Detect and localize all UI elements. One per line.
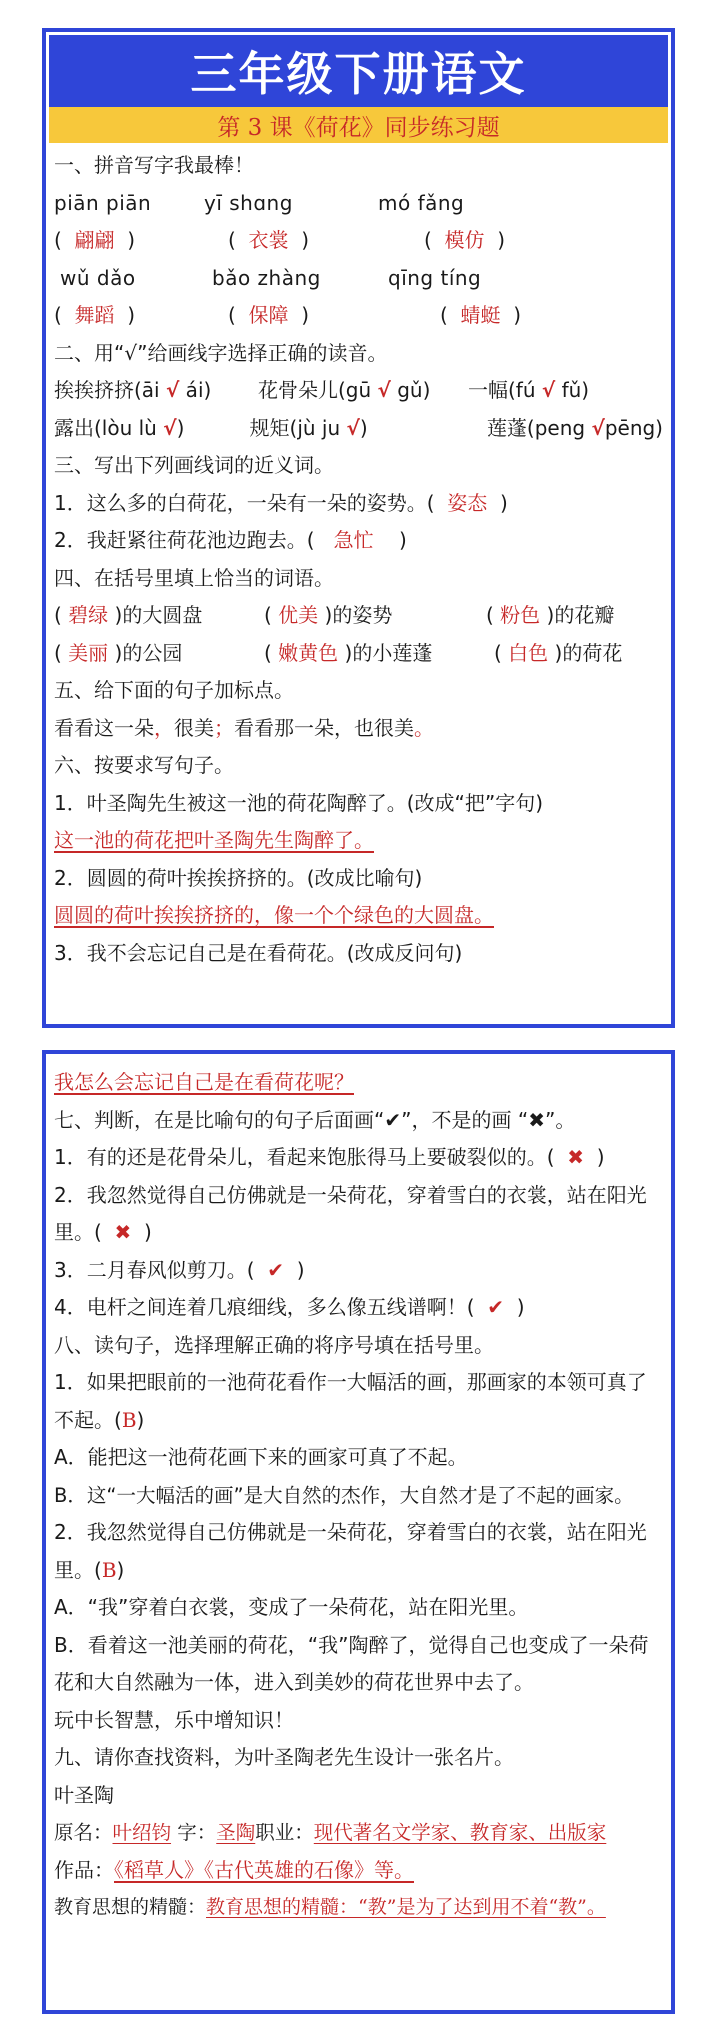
answer: 姿态	[447, 490, 488, 515]
choice-q2: 2．我忽然觉得自己仿佛就是一朵荷花，穿着雪白的衣裳，站在阳光里。(B)	[54, 1520, 647, 1582]
worksheet-card-1	[42, 28, 675, 1028]
pinyin: qīng tíng	[388, 265, 482, 290]
answer: 叶绍钧	[112, 1821, 172, 1844]
section-3-heading: 三、写出下列画线词的近义词。	[54, 453, 334, 477]
reading-row-1	[54, 372, 663, 410]
judge-q3: 3．二月春风似剪刀。( ✔ )	[54, 1257, 305, 1282]
punctuation-sentence: 看看这一朵，很美；看看那一朵，也很美。	[54, 715, 434, 740]
page-subtitle: 第 3 课《荷花》同步练习题	[49, 107, 668, 143]
reading-row-2	[54, 410, 663, 448]
answer: 碧绿	[68, 603, 109, 627]
answer-row-1	[54, 222, 663, 260]
page-title: 三年级下册语文	[49, 35, 668, 107]
answer: 保障	[248, 303, 289, 327]
check-mark: √	[346, 415, 360, 440]
sentence-a1: 这一池的荷花把叶圣陶先生陶醉了。	[54, 828, 374, 852]
fill-item: ( 嫩黄色 )的小莲蓬	[264, 640, 433, 665]
section-7-heading: 七、判断，在是比喻句的句子后面画“✔”，不是的画 “✖”。	[54, 1107, 576, 1132]
section-8-heading: 八、读句子，选择理解正确的将序号填在括号里。	[54, 1332, 494, 1357]
motto: 玩中长智慧，乐中增知识！	[54, 1707, 294, 1732]
answer: 衣裳	[248, 228, 289, 252]
choice-q1-option-b: B．这“一大幅活的画”是大自然的杰作，大自然才是了不起的画家。	[54, 1483, 634, 1507]
check-mark: √	[541, 378, 556, 402]
answer: 教育思想的精髓：“教”是为了达到用不着“教”。	[206, 1896, 606, 1918]
fill-item: ( 粉色 )的花瓣	[486, 603, 615, 627]
answer-cell: ( 保障 )	[228, 303, 310, 327]
answer-cell: ( 衣裳 )	[228, 228, 310, 252]
fill-item: ( 碧绿 )的大圆盘	[54, 603, 203, 627]
pinyin: mó fǎng	[378, 190, 465, 215]
check-icon: ✔	[487, 1295, 505, 1319]
punctuation-answer: ；	[214, 715, 234, 740]
sentence-q1: 1．叶圣陶先生被这一池的荷花陶醉了。(改成“把”字句)	[54, 790, 544, 815]
worksheet-card-2	[42, 1050, 675, 2014]
cross-icon: ✖	[567, 1145, 585, 1169]
check-mark: √	[165, 378, 180, 402]
card-info-line: 原名：叶绍钧 字：圣陶职业：现代著名文学家、教育家、出版家	[54, 1821, 607, 1844]
punctuation-answer: ，	[154, 715, 174, 740]
section-5-heading: 五、给下面的句子加标点。	[54, 678, 294, 702]
choice-q2-option-b: B．看着这一池美丽的荷花，“我”陶醉了，觉得自己也变成了一朵荷花和大自然融为一体，进入到美妙的荷花世界中去了。	[54, 1632, 649, 1694]
pinyin: yī shɑng	[204, 190, 293, 215]
section-4-heading: 四、在括号里填上恰当的词语。	[54, 565, 334, 590]
synonym-q1: 1．这么多的白荷花，一朵有一朵的姿势。( 姿态 )	[54, 490, 508, 515]
card-edu-line: 教育思想的精髓：教育思想的精髓：“教”是为了达到用不着“教”。	[54, 1896, 606, 1918]
choice-q1-option-a: A．能把这一池荷花画下来的画家可真了不起。	[54, 1445, 468, 1469]
answer-cell: ( 蜻蜓 )	[440, 303, 522, 327]
answer: B	[101, 1557, 117, 1582]
answer: 翩翩	[74, 228, 115, 252]
card-name: 叶圣陶	[54, 1782, 114, 1807]
reading-item: 花骨朵儿(gū √ gǔ)	[258, 378, 431, 402]
synonym-q2: 2．我赶紧往荷花池边跑去。( 急忙 )	[54, 528, 407, 552]
answer: 模仿	[444, 228, 485, 252]
answer: 舞蹈	[74, 303, 115, 327]
answer: 嫩黄色	[278, 640, 339, 665]
judge-q2: 2．我忽然觉得自己仿佛就是一朵荷花，穿着雪白的衣裳，站在阳光里。( ✖ )	[54, 1182, 647, 1244]
reading-item: 一幅(fú √ fǔ)	[468, 378, 590, 402]
reading-item: 露出(lòu lù √)	[54, 415, 185, 440]
pinyin: bǎo zhàng	[212, 265, 321, 290]
choice-q2-option-a: A．“我”穿着白衣裳，变成了一朵荷花，站在阳光里。	[54, 1595, 529, 1619]
answer: 《稻草人》《古代英雄的石像》等。	[114, 1857, 414, 1882]
check-icon: ✔	[267, 1257, 285, 1282]
pinyin-row-1	[54, 185, 663, 223]
section-6-heading: 六、按要求写句子。	[54, 753, 234, 777]
check-mark: √	[163, 415, 177, 440]
pinyin: piān piān	[54, 190, 152, 215]
section-2-heading: 二、用“√”给画线字选择正确的读音。	[54, 340, 388, 365]
check-mark: √	[377, 378, 391, 402]
cross-icon: ✖	[528, 1107, 545, 1132]
sentence-a2: 圆圆的荷叶挨挨挤挤的，像一个个绿色的大圆盘。	[54, 903, 494, 927]
answer: B	[121, 1407, 137, 1432]
sentence-q3: 3．我不会忘记自己是在看荷花。(改成反问句)	[54, 940, 463, 965]
card-works-line: 作品：《稻草人》《古代英雄的石像》等。	[54, 1857, 414, 1882]
answer: 圣陶	[216, 1821, 256, 1844]
answer-cell: ( 模仿 )	[424, 228, 506, 252]
fill-row-2	[54, 635, 663, 673]
answer: 白色	[508, 640, 549, 665]
answer: 急忙	[333, 528, 374, 552]
fill-row-1	[54, 597, 663, 635]
fill-item: ( 美丽 )的公园	[54, 640, 183, 665]
fill-item: ( 优美 )的姿势	[264, 603, 393, 627]
answer-cell: ( 舞蹈 )	[54, 303, 136, 327]
reading-item: 挨挨挤挤(āi √ ái)	[54, 378, 212, 402]
answer: 粉色	[500, 603, 541, 627]
check-icon: ✔	[384, 1107, 402, 1132]
answer: 优美	[278, 603, 319, 627]
sentence-q2: 2．圆圆的荷叶挨挨挤挤的。(改成比喻句)	[54, 865, 423, 890]
fill-item: ( 白色 )的荷花	[494, 640, 623, 665]
answer-row-2	[54, 297, 663, 335]
answer: 现代著名文学家、教育家、出版家	[313, 1821, 607, 1844]
reading-item: 规矩(jù ju √)	[249, 415, 368, 440]
section-9-heading: 九、请你查找资料，为叶圣陶老先生设计一张名片。	[54, 1745, 514, 1769]
choice-q1: 1．如果把眼前的一池荷花看作一大幅活的画，那画家的本领可真了不起。(B)	[54, 1370, 647, 1432]
answer-cell: ( 翩翩 )	[54, 228, 136, 252]
pinyin: wǔ dǎo	[60, 265, 136, 290]
reading-item: 莲蓬(peng √pēng)	[486, 415, 663, 440]
punctuation-answer: 。	[414, 715, 434, 740]
answer: 蜻蜓	[460, 303, 501, 327]
judge-q1: 1．有的还是花骨朵儿，看起来饱胀得马上要破裂似的。( ✖ )	[54, 1145, 605, 1169]
answer: 美丽	[68, 640, 109, 665]
cross-icon: ✖	[114, 1220, 132, 1244]
section-1-heading: 一、拼音写字我最棒！	[54, 153, 254, 177]
pinyin-row-2	[54, 260, 663, 298]
check-mark: √	[591, 415, 605, 440]
sentence-a3: 我怎么会忘记自己是在看荷花呢？	[54, 1070, 354, 1094]
judge-q4: 4．电杆之间连着几痕细线，多么像五线谱啊！( ✔ )	[54, 1295, 525, 1319]
